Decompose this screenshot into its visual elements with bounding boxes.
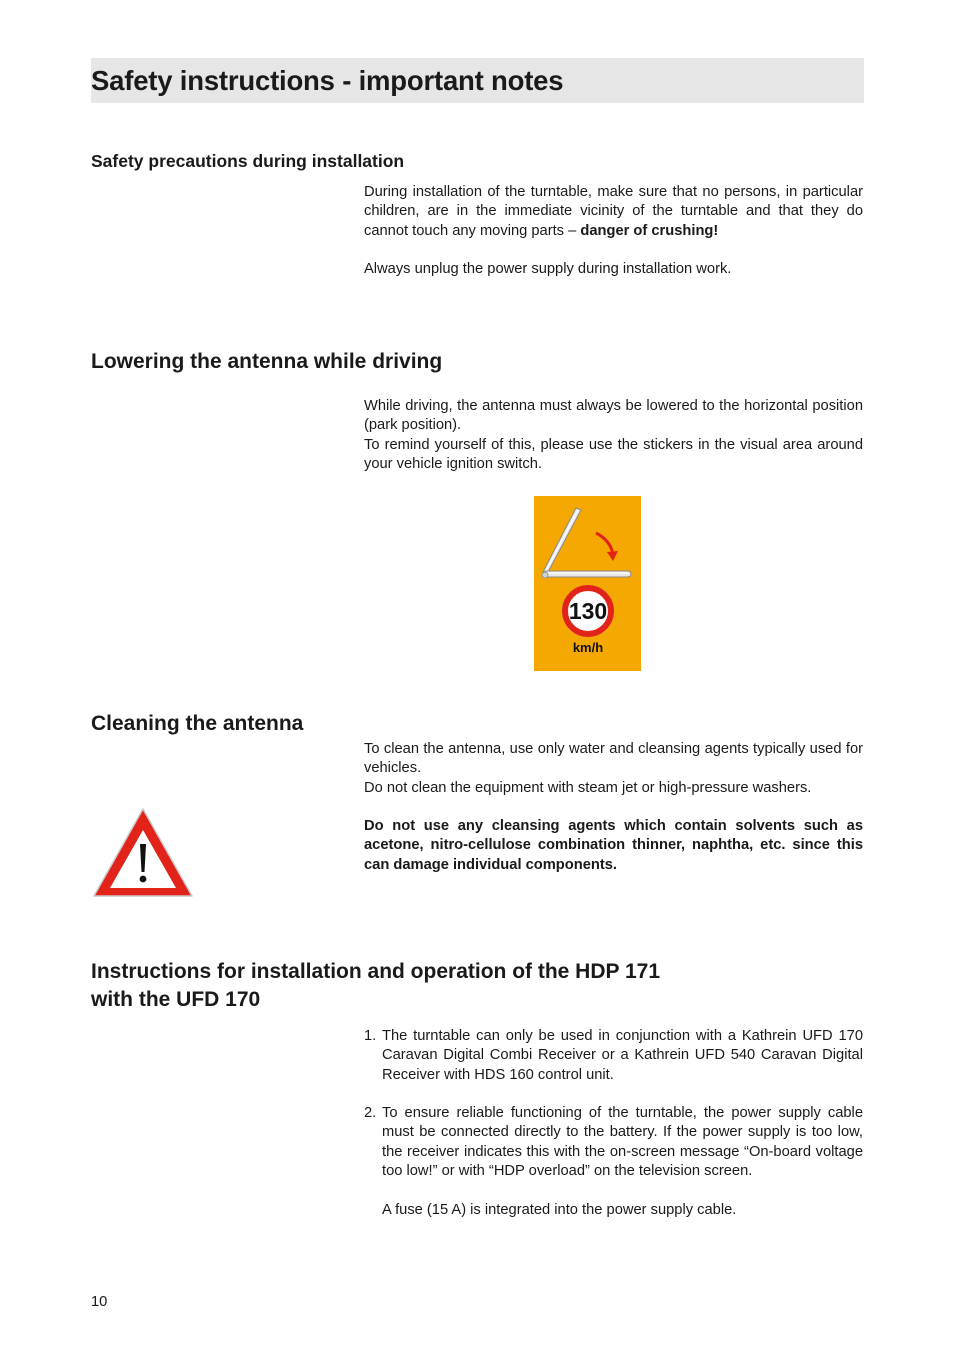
antenna-lowered-icon <box>542 571 631 578</box>
lowering-heading: Lowering the antenna while driving <box>91 350 443 373</box>
cleaning-heading: Cleaning the antenna <box>91 712 304 735</box>
list-item <box>364 1027 863 1085</box>
lowering-paragraph-1: While driving, the antenna must always be lowered to the horizontal position (park position). <box>364 398 863 434</box>
antenna-lowering-sticker <box>534 496 641 671</box>
fuse-note: A fuse (15 A) is integrated into the power supply cable. <box>382 1201 737 1218</box>
page-title: Safety instructions - important notes <box>91 65 564 96</box>
warning-triangle-icon <box>92 806 194 899</box>
speed-limit-value: 130 <box>568 598 608 624</box>
install-paragraph <box>364 183 863 241</box>
hdp-instruction-list <box>364 1027 863 1220</box>
install-danger-text: danger of crushing! <box>580 222 719 239</box>
list-item-number: 2. <box>364 1105 377 1122</box>
speed-unit-label: km/h <box>572 640 604 655</box>
cleaning-paragraph-2: Do not clean the equipment with steam jet or high-pressure washers. <box>364 779 812 796</box>
install-unplug-note: Always unplug the power supply during installation work. <box>364 261 732 278</box>
install-heading: Safety precautions during installation <box>91 151 405 171</box>
hdp-heading-line-2: with the UFD 170 <box>91 988 261 1011</box>
cleaning-body <box>364 740 863 875</box>
list-item-text: To ensure reliable functioning of the turntable, the power supply cable must be connected directly to the battery. If the power supply is too low, the receiver indicates this with the on-screen message “On-board voltage too low!” or with “HDP overload” on the television screen. <box>382 1105 863 1180</box>
install-body <box>364 183 863 279</box>
hdp-heading-line-1: Instructions for installation and operation of the HDP 171 <box>91 960 661 983</box>
list-item-text: The turntable can only be used in conjunction with a Kathrein UFD 170 Caravan Digital Combi Receiver or a Kathrein UFD 540 Caravan Digital Receiver with HDS 160 control unit. <box>382 1028 863 1083</box>
page-title-bar <box>91 58 864 103</box>
hdp-heading <box>91 958 660 1014</box>
cleaning-paragraph-1: To clean the antenna, use only water and cleansing agents typically used for vehicles. <box>364 741 863 777</box>
cleaning-warning-text: Do not use any cleansing agents which contain solvents such as acetone, nitro-cellulose combination thinner, naphtha, etc. since this can damage individual components. <box>364 818 863 873</box>
list-item <box>364 1104 863 1220</box>
lowering-body <box>364 397 863 474</box>
list-item-number: 1. <box>364 1028 377 1044</box>
lowering-paragraph-2: To remind yourself of this, please use the stickers in the visual area around your vehicle ignition switch. <box>364 436 863 472</box>
page-number: 10 <box>91 1294 108 1310</box>
hdp-body <box>364 1027 863 1220</box>
install-text: During installation of the turntable, make sure that no persons, in particular children, are in the immediate vicinity of the turntable and that they do cannot touch any moving parts – <box>364 184 863 239</box>
